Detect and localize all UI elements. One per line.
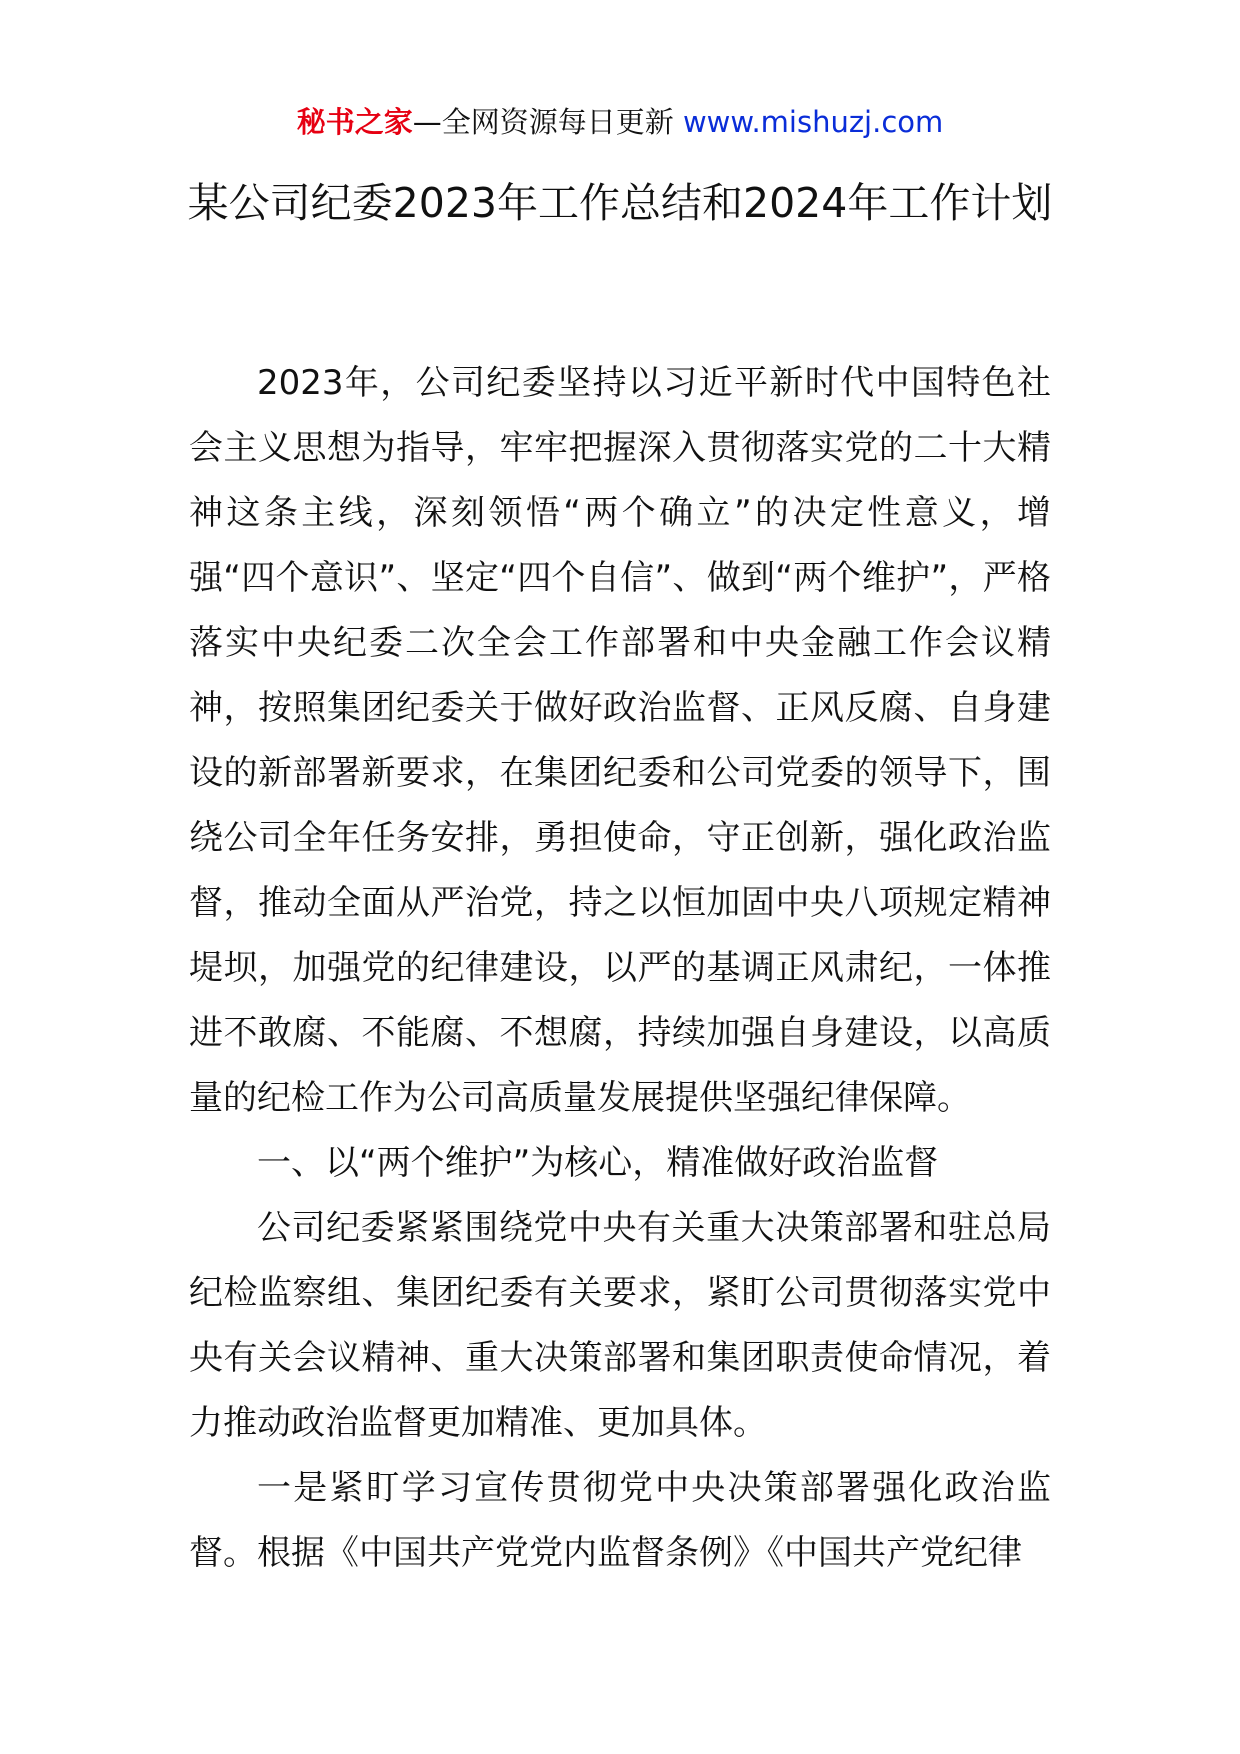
site-url-link[interactable]: www.mishuzj.com	[682, 105, 944, 139]
document-title: 某公司纪委2023年工作总结和2024年工作计划	[187, 179, 1053, 227]
section-paragraph: 公司纪委紧紧围绕党中央有关重大决策部署和驻总局纪检监察组、集团纪委有关要求，紧盯公司贯彻落实党中央有关会议精神、重大决策部署和集团职责使命情况，着力推动政治监督更加精准、更加具体。	[189, 1208, 1051, 1443]
brand-name: 秘书之家	[296, 105, 413, 139]
intro-paragraph: 2023年，公司纪委坚持以习近平新时代中国特色社会主义思想为指导，牢牢把握深入贯彻落实党的二十大精神这条主线，深刻领悟“两个确立”的决定性意义，增强“四个意识”、坚定“四个自信”、做到“两个维护”，严格落实中央纪委二次全会工作部署和中央金融工作会议精神，按照集团纪委关于做好政治监督、正风反腐、自身建设的新部署新要求，在集团纪委和公司党委的领导下，围绕公司全年任务安排，勇担使命，守正创新，强化政治监督，推动全面从严治党，持之以恒加固中央八项规定精神堤坝，加强党的纪律建设，以严的基调正风肃纪，一体推进不敢腐、不能腐、不想腐，持续加强自身建设，以高质量的纪检工作为公司高质量发展提供坚强纪律保障。	[189, 363, 1051, 1118]
document-body	[189, 351, 1051, 1586]
header-tagline: —全网资源每日更新	[412, 105, 683, 139]
point-paragraph: 一是紧盯学习宣传贯彻党中央决策部署强化政治监督。根据《中国共产党党内监督条例》《中国共产党纪律	[189, 1468, 1051, 1573]
site-header	[0, 100, 1240, 144]
section-heading-1: 一、以“两个维护”为核心，精准做好政治监督	[257, 1143, 939, 1183]
